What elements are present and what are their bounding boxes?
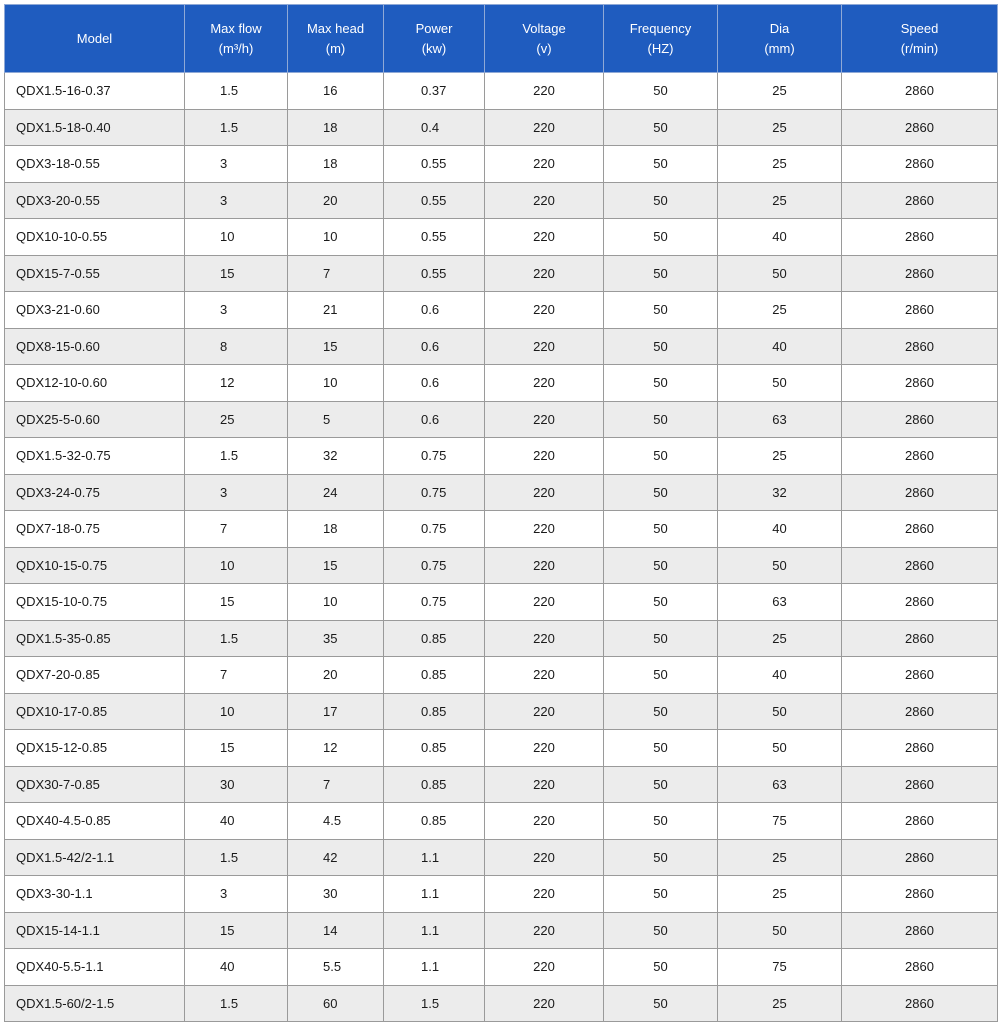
table-row: [5, 912, 998, 949]
max-flow-cell: 7: [185, 657, 288, 694]
max-flow-cell: 3: [185, 292, 288, 329]
model-cell: QDX3-24-0.75: [5, 474, 185, 511]
voltage-cell: 220: [485, 365, 604, 402]
voltage-cell: 220: [485, 328, 604, 365]
power-cell: 0.6: [384, 401, 485, 438]
table-row: [5, 730, 998, 767]
max-flow-cell: 10: [185, 219, 288, 256]
speed-cell: 2860: [842, 292, 998, 329]
speed-cell: 2860: [842, 109, 998, 146]
max-head-cell: 10: [288, 584, 384, 621]
voltage-cell: 220: [485, 912, 604, 949]
model-cell: QDX3-20-0.55: [5, 182, 185, 219]
table-header: [5, 5, 998, 73]
table-row: [5, 73, 998, 110]
max-head-cell: 16: [288, 73, 384, 110]
frequency-cell: 50: [604, 547, 718, 584]
speed-cell: 2860: [842, 73, 998, 110]
table-body: [5, 73, 998, 1022]
voltage-cell: 220: [485, 73, 604, 110]
model-cell: QDX1.5-35-0.85: [5, 620, 185, 657]
max-head-cell: 17: [288, 693, 384, 730]
power-cell: 1.5: [384, 985, 485, 1022]
table-row: [5, 547, 998, 584]
speed-cell: 2860: [842, 584, 998, 621]
frequency-cell: 50: [604, 146, 718, 183]
voltage-cell: 220: [485, 511, 604, 548]
voltage-cell: 220: [485, 219, 604, 256]
max-flow-cell: 1.5: [185, 620, 288, 657]
speed-cell: 2860: [842, 949, 998, 986]
voltage-cell: 220: [485, 657, 604, 694]
power-cell: 0.75: [384, 547, 485, 584]
model-cell: QDX1.5-32-0.75: [5, 438, 185, 475]
table-row: [5, 584, 998, 621]
power-cell: 0.75: [384, 474, 485, 511]
voltage-cell: 220: [485, 620, 604, 657]
frequency-cell: 50: [604, 182, 718, 219]
voltage-cell: 220: [485, 182, 604, 219]
table-row: [5, 401, 998, 438]
header-label: Max head: [306, 20, 365, 36]
model-cell: QDX7-20-0.85: [5, 657, 185, 694]
power-cell: 0.75: [384, 584, 485, 621]
dia-cell: 50: [718, 547, 842, 584]
frequency-cell: 50: [604, 620, 718, 657]
model-cell: QDX10-17-0.85: [5, 693, 185, 730]
max-head-cell: 20: [288, 657, 384, 694]
max-flow-cell: 1.5: [185, 73, 288, 110]
max-flow-cell: 15: [185, 584, 288, 621]
model-cell: QDX15-12-0.85: [5, 730, 185, 767]
max-flow-cell: 3: [185, 474, 288, 511]
dia-cell: 25: [718, 876, 842, 913]
speed-cell: 2860: [842, 474, 998, 511]
dia-cell: 25: [718, 985, 842, 1022]
table-row: [5, 438, 998, 475]
max-head-cell: 15: [288, 547, 384, 584]
dia-cell: 25: [718, 620, 842, 657]
dia-cell: 32: [718, 474, 842, 511]
dia-cell: 40: [718, 657, 842, 694]
model-cell: QDX15-7-0.55: [5, 255, 185, 292]
model-cell: QDX25-5-0.60: [5, 401, 185, 438]
max-head-cell: 15: [288, 328, 384, 365]
dia-cell: 75: [718, 803, 842, 840]
frequency-cell: 50: [604, 365, 718, 402]
max-head-cell: 18: [288, 146, 384, 183]
max-flow-cell: 3: [185, 182, 288, 219]
voltage-cell: 220: [485, 766, 604, 803]
model-cell: QDX1.5-18-0.40: [5, 109, 185, 146]
frequency-cell: 50: [604, 401, 718, 438]
dia-cell: 25: [718, 109, 842, 146]
header-row: [5, 5, 998, 73]
table-row: [5, 109, 998, 146]
voltage-cell: 220: [485, 255, 604, 292]
frequency-cell: 50: [604, 328, 718, 365]
power-cell: 0.85: [384, 620, 485, 657]
table-row: [5, 657, 998, 694]
speed-cell: 2860: [842, 146, 998, 183]
voltage-cell: 220: [485, 474, 604, 511]
header-unit: (m³/h): [218, 40, 254, 56]
max-head-cell: 12: [288, 730, 384, 767]
frequency-cell: 50: [604, 255, 718, 292]
model-cell: QDX7-18-0.75: [5, 511, 185, 548]
power-cell: 0.4: [384, 109, 485, 146]
voltage-cell: 220: [485, 547, 604, 584]
frequency-cell: 50: [604, 693, 718, 730]
voltage-cell: 220: [485, 146, 604, 183]
max-head-cell: 20: [288, 182, 384, 219]
max-flow-cell: 40: [185, 803, 288, 840]
voltage-cell: 220: [485, 985, 604, 1022]
dia-cell: 40: [718, 219, 842, 256]
voltage-cell: 220: [485, 584, 604, 621]
power-cell: 0.55: [384, 146, 485, 183]
frequency-cell: 50: [604, 985, 718, 1022]
dia-cell: 50: [718, 255, 842, 292]
max-head-cell: 5: [288, 401, 384, 438]
table-row: [5, 511, 998, 548]
speed-cell: 2860: [842, 219, 998, 256]
speed-cell: 2860: [842, 766, 998, 803]
max-flow-cell: 1.5: [185, 109, 288, 146]
dia-cell: 25: [718, 182, 842, 219]
table-row: [5, 693, 998, 730]
speed-cell: 2860: [842, 511, 998, 548]
header-model: [5, 5, 185, 73]
speed-cell: 2860: [842, 547, 998, 584]
dia-cell: 25: [718, 73, 842, 110]
dia-cell: 63: [718, 766, 842, 803]
model-cell: QDX3-30-1.1: [5, 876, 185, 913]
table-row: [5, 146, 998, 183]
speed-cell: 2860: [842, 730, 998, 767]
power-cell: 0.6: [384, 328, 485, 365]
header-label: Dia: [769, 20, 790, 36]
dia-cell: 50: [718, 730, 842, 767]
max-flow-cell: 1.5: [185, 438, 288, 475]
table-row: [5, 839, 998, 876]
model-cell: QDX12-10-0.60: [5, 365, 185, 402]
header-unit: (kw): [421, 40, 447, 56]
power-cell: 1.1: [384, 949, 485, 986]
frequency-cell: 50: [604, 438, 718, 475]
table-row: [5, 766, 998, 803]
power-cell: 0.37: [384, 73, 485, 110]
model-cell: QDX30-7-0.85: [5, 766, 185, 803]
model-cell: QDX10-10-0.55: [5, 219, 185, 256]
dia-cell: 25: [718, 292, 842, 329]
voltage-cell: 220: [485, 876, 604, 913]
voltage-cell: 220: [485, 438, 604, 475]
max-flow-cell: 1.5: [185, 839, 288, 876]
header-max-flow: [185, 5, 288, 73]
voltage-cell: 220: [485, 401, 604, 438]
dia-cell: 25: [718, 146, 842, 183]
max-flow-cell: 10: [185, 693, 288, 730]
table-row: [5, 328, 998, 365]
speed-cell: 2860: [842, 438, 998, 475]
frequency-cell: 50: [604, 839, 718, 876]
max-flow-cell: 10: [185, 547, 288, 584]
max-head-cell: 35: [288, 620, 384, 657]
frequency-cell: 50: [604, 657, 718, 694]
frequency-cell: 50: [604, 730, 718, 767]
dia-cell: 40: [718, 511, 842, 548]
max-head-cell: 5.5: [288, 949, 384, 986]
voltage-cell: 220: [485, 693, 604, 730]
model-cell: QDX1.5-42/2-1.1: [5, 839, 185, 876]
model-cell: QDX15-14-1.1: [5, 912, 185, 949]
header-unit: (HZ): [647, 40, 674, 56]
power-cell: 0.85: [384, 693, 485, 730]
dia-cell: 63: [718, 401, 842, 438]
table-row: [5, 182, 998, 219]
speed-cell: 2860: [842, 985, 998, 1022]
max-head-cell: 60: [288, 985, 384, 1022]
max-head-cell: 24: [288, 474, 384, 511]
max-head-cell: 10: [288, 219, 384, 256]
power-cell: 1.1: [384, 839, 485, 876]
table-row: [5, 255, 998, 292]
speed-cell: 2860: [842, 912, 998, 949]
speed-cell: 2860: [842, 839, 998, 876]
max-flow-cell: 15: [185, 912, 288, 949]
header-unit: (r/min): [900, 40, 939, 56]
header-speed: [842, 5, 998, 73]
header-unit: (v): [536, 40, 552, 56]
dia-cell: 50: [718, 365, 842, 402]
header-label: Max flow: [210, 20, 262, 36]
max-flow-cell: 1.5: [185, 985, 288, 1022]
speed-cell: 2860: [842, 401, 998, 438]
model-cell: QDX40-4.5-0.85: [5, 803, 185, 840]
speed-cell: 2860: [842, 365, 998, 402]
frequency-cell: 50: [604, 219, 718, 256]
frequency-cell: 50: [604, 109, 718, 146]
header-label: Voltage: [522, 20, 566, 36]
max-flow-cell: 15: [185, 730, 288, 767]
max-head-cell: 42: [288, 839, 384, 876]
power-cell: 0.85: [384, 657, 485, 694]
voltage-cell: 220: [485, 109, 604, 146]
max-head-cell: 18: [288, 109, 384, 146]
power-cell: 0.85: [384, 730, 485, 767]
header-max-head: [288, 5, 384, 73]
frequency-cell: 50: [604, 876, 718, 913]
speed-cell: 2860: [842, 255, 998, 292]
speed-cell: 2860: [842, 876, 998, 913]
max-flow-cell: 25: [185, 401, 288, 438]
voltage-cell: 220: [485, 292, 604, 329]
table-row: [5, 985, 998, 1022]
max-flow-cell: 30: [185, 766, 288, 803]
model-cell: QDX40-5.5-1.1: [5, 949, 185, 986]
frequency-cell: 50: [604, 511, 718, 548]
dia-cell: 25: [718, 839, 842, 876]
voltage-cell: 220: [485, 839, 604, 876]
voltage-cell: 220: [485, 949, 604, 986]
max-head-cell: 18: [288, 511, 384, 548]
frequency-cell: 50: [604, 292, 718, 329]
max-head-cell: 10: [288, 365, 384, 402]
power-cell: 0.85: [384, 766, 485, 803]
frequency-cell: 50: [604, 766, 718, 803]
max-flow-cell: 8: [185, 328, 288, 365]
max-flow-cell: 12: [185, 365, 288, 402]
power-cell: 0.55: [384, 255, 485, 292]
power-cell: 0.6: [384, 365, 485, 402]
header-label: Model: [76, 30, 113, 46]
table-row: [5, 620, 998, 657]
header-label: Power: [415, 20, 453, 36]
dia-cell: 50: [718, 912, 842, 949]
header-unit: (m): [325, 40, 346, 56]
header-voltage: [485, 5, 604, 73]
max-flow-cell: 40: [185, 949, 288, 986]
max-head-cell: 7: [288, 255, 384, 292]
dia-cell: 25: [718, 438, 842, 475]
max-flow-cell: 3: [185, 146, 288, 183]
header-label: Speed: [900, 20, 939, 36]
table-row: [5, 292, 998, 329]
frequency-cell: 50: [604, 949, 718, 986]
table-row: [5, 876, 998, 913]
header-label: Frequency: [629, 20, 692, 36]
frequency-cell: 50: [604, 73, 718, 110]
speed-cell: 2860: [842, 182, 998, 219]
power-cell: 1.1: [384, 876, 485, 913]
frequency-cell: 50: [604, 584, 718, 621]
model-cell: QDX1.5-16-0.37: [5, 73, 185, 110]
power-cell: 0.75: [384, 511, 485, 548]
max-flow-cell: 7: [185, 511, 288, 548]
model-cell: QDX10-15-0.75: [5, 547, 185, 584]
max-head-cell: 14: [288, 912, 384, 949]
max-head-cell: 4.5: [288, 803, 384, 840]
model-cell: QDX8-15-0.60: [5, 328, 185, 365]
pump-spec-table: [4, 4, 998, 1022]
max-flow-cell: 15: [185, 255, 288, 292]
max-head-cell: 7: [288, 766, 384, 803]
dia-cell: 75: [718, 949, 842, 986]
table-row: [5, 219, 998, 256]
speed-cell: 2860: [842, 657, 998, 694]
model-cell: QDX15-10-0.75: [5, 584, 185, 621]
table-row: [5, 474, 998, 511]
speed-cell: 2860: [842, 620, 998, 657]
frequency-cell: 50: [604, 474, 718, 511]
header-unit: (mm): [764, 40, 795, 56]
table-row: [5, 803, 998, 840]
max-head-cell: 32: [288, 438, 384, 475]
max-flow-cell: 3: [185, 876, 288, 913]
header-frequency: [604, 5, 718, 73]
voltage-cell: 220: [485, 730, 604, 767]
speed-cell: 2860: [842, 693, 998, 730]
power-cell: 1.1: [384, 912, 485, 949]
speed-cell: 2860: [842, 328, 998, 365]
dia-cell: 50: [718, 693, 842, 730]
model-cell: QDX3-21-0.60: [5, 292, 185, 329]
power-cell: 0.75: [384, 438, 485, 475]
table-row: [5, 949, 998, 986]
power-cell: 0.6: [384, 292, 485, 329]
model-cell: QDX1.5-60/2-1.5: [5, 985, 185, 1022]
table-row: [5, 365, 998, 402]
voltage-cell: 220: [485, 803, 604, 840]
dia-cell: 40: [718, 328, 842, 365]
frequency-cell: 50: [604, 912, 718, 949]
header-dia: [718, 5, 842, 73]
dia-cell: 63: [718, 584, 842, 621]
power-cell: 0.55: [384, 219, 485, 256]
speed-cell: 2860: [842, 803, 998, 840]
max-head-cell: 21: [288, 292, 384, 329]
power-cell: 0.85: [384, 803, 485, 840]
frequency-cell: 50: [604, 803, 718, 840]
power-cell: 0.55: [384, 182, 485, 219]
model-cell: QDX3-18-0.55: [5, 146, 185, 183]
header-power: [384, 5, 485, 73]
max-head-cell: 30: [288, 876, 384, 913]
